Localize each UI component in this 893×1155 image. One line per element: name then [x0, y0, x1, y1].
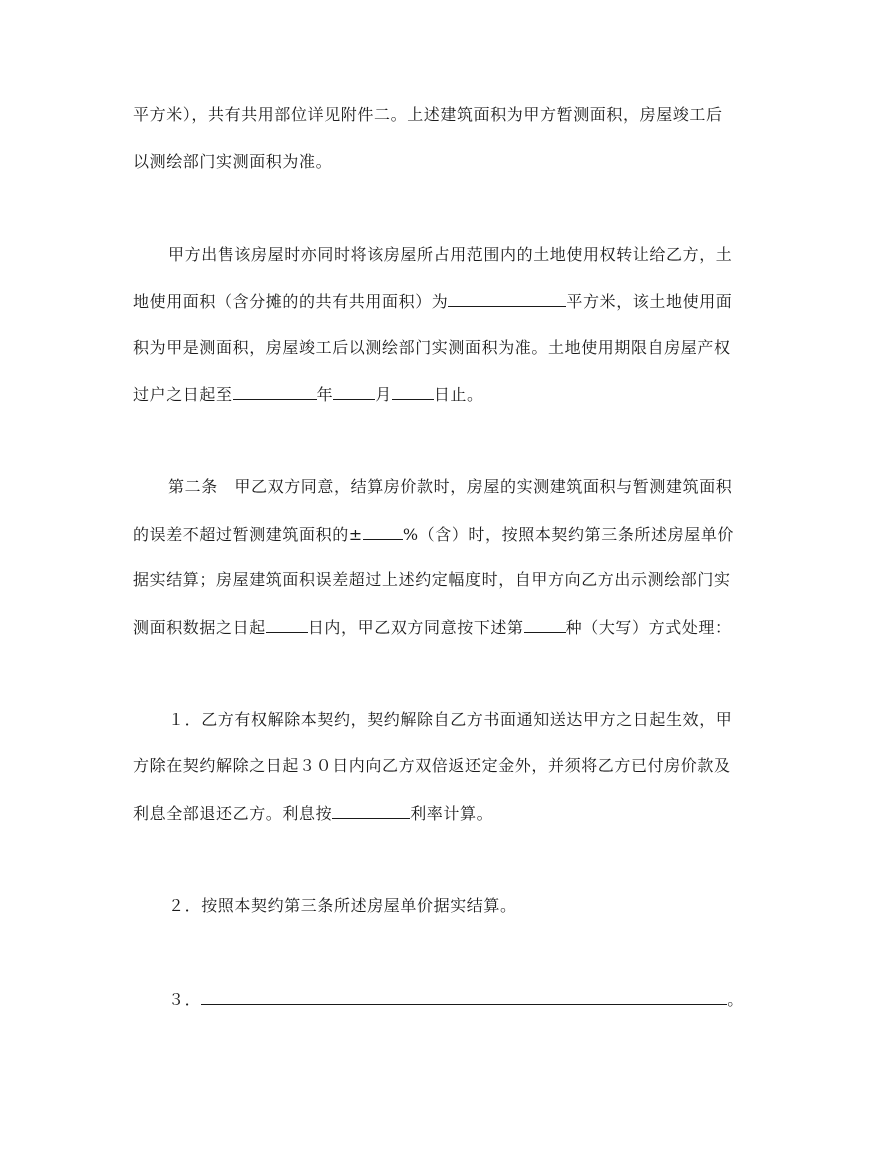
text-segment: 积为甲是测面积，房屋竣工后以测绘部门实测面积为准。土地使用期限自房屋产权	[133, 338, 731, 357]
text-segment: 平方米），共有共用部位详见附件二。上述建筑面积为甲方暂测面积，房屋竣工后	[133, 105, 723, 124]
text-segment: 甲方出售该房屋时亦同时将该房屋所占用范围内的土地使用权转让给乙方，土	[168, 245, 733, 264]
text-segment: ３．	[168, 990, 202, 1009]
text-segment: 。	[727, 990, 744, 1009]
text-segment: 平方米，该土地使用面	[566, 292, 733, 311]
paragraph-2-line-2	[133, 290, 732, 313]
text-segment: 第二条 甲乙双方同意，结算房价款时，房屋的实测建筑面积与暂测建筑面积	[168, 477, 733, 496]
text-segment: 过户之日起至	[133, 385, 233, 404]
text-segment: １．乙方有权解除本契约，契约解除自乙方书面通知送达甲方之日起生效，甲	[168, 710, 733, 729]
paragraph-6-line-1	[168, 988, 744, 1011]
text-segment: 测面积数据之日起	[133, 618, 266, 637]
paragraph-1-line-1	[133, 104, 723, 126]
text-segment: 月	[375, 385, 392, 404]
paragraph-2-line-1	[168, 244, 732, 266]
paragraph-4-line-2	[133, 755, 731, 777]
fill-blank-error-percent[interactable]	[363, 523, 403, 540]
paragraph-3-line-1	[168, 476, 732, 498]
fill-blank-year[interactable]	[233, 383, 317, 400]
fill-blank-month[interactable]	[333, 383, 375, 400]
paragraph-2-line-4	[133, 383, 484, 406]
paragraph-1-line-2	[133, 151, 332, 173]
text-segment: 的误差不超过暂测建筑面积的±	[133, 525, 363, 544]
text-segment: 方除在契约解除之日起３０日内向乙方双倍返还定金外，并须将乙方已付房价款及	[133, 756, 731, 775]
paragraph-3-line-4	[133, 616, 732, 639]
text-segment: 日内，甲乙双方同意按下述第	[307, 618, 524, 637]
text-segment: 利率计算。	[410, 804, 494, 823]
fill-blank-method-number[interactable]	[524, 616, 566, 633]
text-segment: 利息全部退还乙方。利息按	[133, 804, 333, 823]
text-segment: 据实结算；房屋建筑面积误差超过上述约定幅度时，自甲方向乙方出示测绘部门实	[133, 570, 731, 589]
paragraph-4-line-3	[133, 802, 493, 825]
text-segment: ２．按照本契约第三条所述房屋单价据实结算。	[168, 896, 517, 915]
text-segment: 种（大写）方式处理：	[565, 618, 732, 637]
text-segment: %（含）时，按照本契约第三条所述房屋单价	[402, 525, 735, 544]
paragraph-3-line-2	[133, 523, 734, 546]
fill-blank-day[interactable]	[392, 383, 434, 400]
text-segment: 以测绘部门实测面积为准。	[133, 152, 333, 171]
fill-blank-days[interactable]	[266, 616, 308, 633]
text-segment: 日止。	[433, 385, 484, 404]
paragraph-4-line-1	[168, 709, 732, 731]
fill-blank-other-method[interactable]	[201, 988, 727, 1005]
text-segment: 年	[316, 385, 334, 404]
fill-blank-land-area[interactable]	[448, 290, 566, 307]
paragraph-5-line-1	[168, 895, 517, 917]
fill-blank-interest-rate[interactable]	[332, 802, 410, 819]
text-segment: 地使用面积（含分摊的的共有共用面积）为	[133, 292, 449, 311]
paragraph-2-line-3	[133, 337, 731, 359]
paragraph-3-line-3	[133, 569, 731, 591]
